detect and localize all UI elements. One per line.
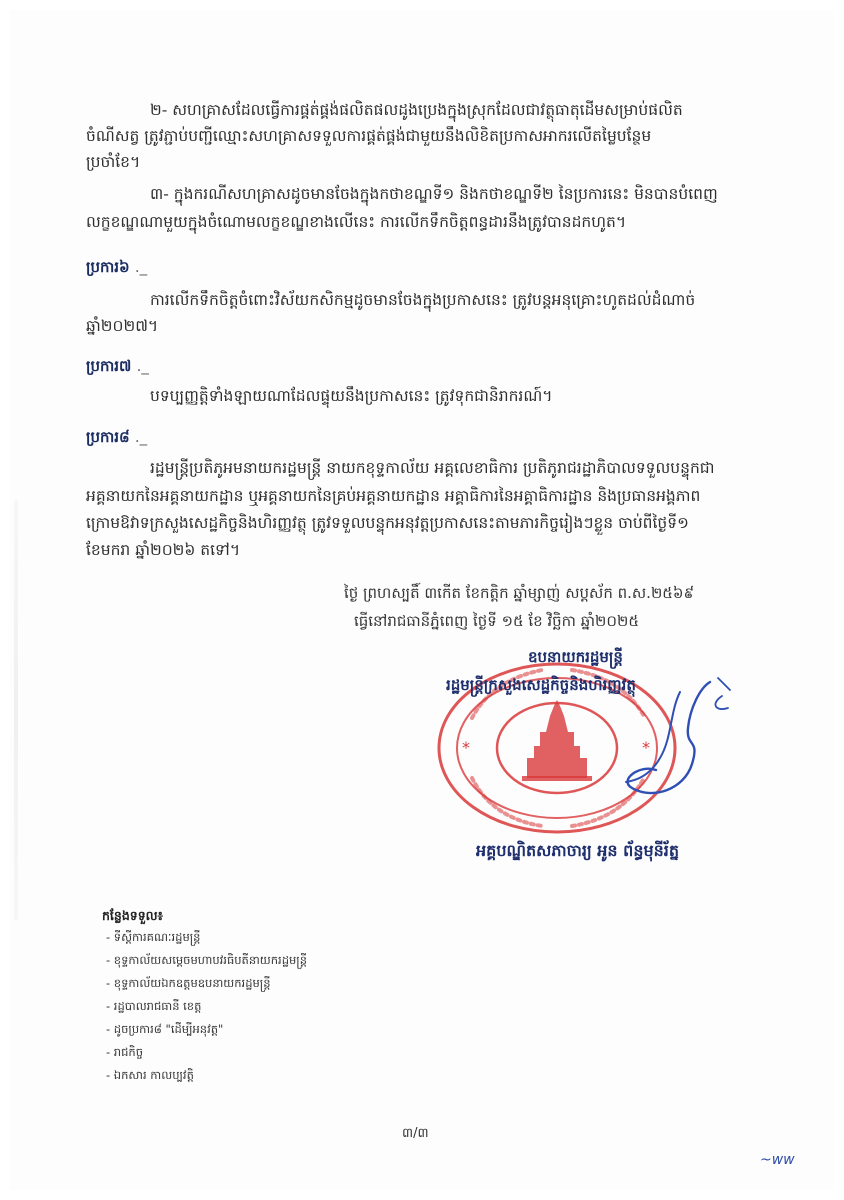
- recipients-title: កន្លែងទទួល៖: [102, 908, 164, 923]
- title-minister-economy-finance: រដ្ឋមន្ត្រីក្រសួងសេដ្ឋកិច្ចនិងហិរញ្ញវត្ថុ: [446, 676, 636, 694]
- article-8-line-4: ខែមករា ឆ្នាំ២០២៦ តទៅ។: [86, 541, 241, 559]
- article-6-line-2: ឆ្នាំ២០២៧។: [86, 317, 159, 335]
- article-7-line-1: បទប្បញ្ញត្តិទាំងឡាយណាដែលផ្ទុយនឹងប្រកាសនេះ ត្រូវទុកជានិរាករណ៍។: [150, 387, 553, 405]
- article-7-heading: [86, 357, 149, 379]
- place-and-date: ធ្វើនៅរាជធានីភ្នំពេញ ថ្ងៃទី ១៥ ខែ វិច្ឆិកា ឆ្នាំ២០២៥: [354, 612, 639, 630]
- recipient-item: - ទីស្តីការគណៈរដ្ឋមន្ត្រី: [106, 930, 201, 944]
- paragraph-3-line-2: លក្ខខណ្ឌណាមួយក្នុងចំណោមលក្ខខណ្ឌខាងលើនេះ ការលើកទឹកចិត្តពន្ធដារនឹងត្រូវបានដកហូត។: [86, 213, 627, 231]
- scan-shading: [14, 500, 18, 920]
- heading-dots: ._: [134, 258, 148, 276]
- recipient-item: - រាជកិច្ច: [106, 1045, 144, 1059]
- article-6-line-1: ការលើកទឹកចិត្តចំពោះវិស័យកសិកម្មដូចមានចែងក្នុងប្រកាសនេះ ត្រូវបន្តអនុគ្រោះហូតដល់ដំណាច់: [150, 291, 696, 309]
- article-8-title: ប្រការ៨: [86, 428, 130, 446]
- paragraph-3-line-1: ៣- ក្នុងករណីសហគ្រាសដូចមានចែងក្នុងកថាខណ្ឌទី១ និងកថាខណ្ឌទី២ នៃប្រការនេះ មិនបានបំពេញ: [150, 185, 718, 203]
- svg-text:*: *: [642, 738, 650, 757]
- svg-text:*: *: [462, 738, 470, 757]
- article-8-heading: [86, 428, 147, 450]
- page-number: ៣/៣: [402, 1126, 429, 1141]
- article-8-line-2: អគ្គនាយកនៃអគ្គនាយកដ្ឋាន ឬអគ្គនាយកនៃគ្រប់អគ្គនាយកដ្ឋាន អគ្គាធិការនៃអគ្គាធិការដ្ឋាន និងប្រធានអង្គភាព: [86, 487, 701, 505]
- handwritten-signature: [560, 668, 740, 818]
- recipient-item: - ខុទ្ទកាល័យឯកឧត្តមឧបនាយករដ្ឋមន្ត្រី: [106, 976, 271, 990]
- handwritten-initials: ~ww: [760, 1152, 795, 1168]
- heading-dots: ._: [136, 357, 149, 375]
- title-deputy-prime-minister: ឧបនាយករដ្ឋមន្ត្រី: [528, 648, 623, 666]
- article-8-line-3: ក្រោមឱវាទក្រសួងសេដ្ឋកិច្ចនិងហិរញ្ញវត្ថុ ត្រូវទទួលបន្ទុកអនុវត្តប្រកាសនេះតាមភារកិច្ចរៀងៗខ្លួន ចាប់ពីថ្ងៃទី១: [86, 514, 689, 532]
- recipient-item: - រដ្ឋបាលរាជធានី ខេត្ត: [106, 999, 202, 1013]
- paragraph-2-line-1: ២- សហគ្រាសដែលធ្វើការផ្គត់ផ្គង់ផលិតផលដូងប្រេងក្នុងស្រុកដែលជាវត្ថុធាតុដើមសម្រាប់ផលិត: [150, 101, 683, 119]
- article-6-title: ប្រការ៦: [86, 258, 130, 276]
- article-7-title: ប្រការ៧: [86, 357, 132, 375]
- article-6-heading: [86, 258, 147, 280]
- recipient-item: - ខុទ្ទកាល័យសម្តេចមហាបវរធិបតីនាយករដ្ឋមន្ត្រី: [106, 953, 308, 967]
- article-8-line-1: រដ្ឋមន្ត្រីប្រតិភូអមនាយករដ្ឋមន្ត្រី នាយកខុទ្ទកាល័យ អគ្គលេខាធិការ ប្រតិភូរាជរដ្ឋាភិបាលទទួលបន្ទុកជា: [150, 459, 715, 477]
- recipient-item: - ដូចប្រការ៨ "ដើម្បីអនុវត្ត": [106, 1022, 224, 1036]
- recipient-item: - ឯកសារ កាលប្បវត្តិ: [106, 1068, 194, 1082]
- lunar-date: ថ្ងៃ ព្រហស្បតិ៍ ៣កើត ខែកត្តិក ឆ្នាំម្សាញ់ សប្តស័ក ព.ស.២៥៦៩: [344, 584, 695, 602]
- signatory-name: អគ្គបណ្ឌិតសភាចារ្យ អូន ព័ន្ធមុនីរ័ត្ន: [476, 841, 680, 860]
- paragraph-2-line-3: ប្រចាំខែ។: [86, 153, 141, 171]
- heading-dots: ._: [134, 428, 148, 446]
- paragraph-2-line-2: ចំណីសត្វ ត្រូវភ្ជាប់បញ្ជីឈ្មោះសហគ្រាសទទួលការផ្គត់ផ្គង់ជាមួយនឹងលិខិតប្រកាសអាករលើតម្លៃបន្ថែម: [86, 127, 652, 145]
